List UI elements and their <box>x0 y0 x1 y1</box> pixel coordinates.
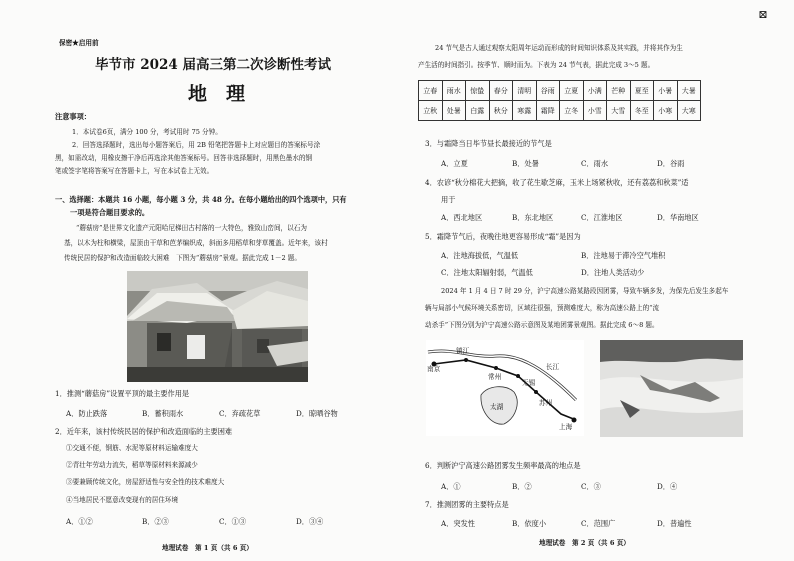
solar-term-cell: 芒种 <box>607 81 631 101</box>
map-label-shanghai: 上海 <box>559 423 573 431</box>
solar-term-cell: 处暑 <box>442 101 466 121</box>
q2-option-d[interactable]: D．③④ <box>296 517 324 526</box>
solar-term-cell: 大暑 <box>677 81 701 101</box>
intro-line: “蘑菇房”是世界文化遗产元阳哈尼梯田古村落的一大特色，雅致山峦间，以石为 <box>76 224 307 232</box>
solar-term-cell: 小满 <box>583 81 607 101</box>
notice-line: 笔或签字笔将答案写在答题卡上，写在本试卷上无效。 <box>55 167 214 175</box>
solar-term-cell: 小雪 <box>583 101 607 121</box>
solar-term-cell: 冬至 <box>630 101 654 121</box>
solar-term-cell: 清明 <box>513 81 537 101</box>
question-2: 2．近年来，该村传统民居的保护和改造面临的主要困难 <box>55 427 233 436</box>
solar-term-cell: 立秋 <box>419 101 443 121</box>
exam-title: 毕节市 2024 届高三第二次诊断性考试 <box>95 57 331 73</box>
question-1: 1．推测“蘑菇房”设置平顶的最主要作用是 <box>55 389 190 398</box>
map-label-nanjing: 南京 <box>427 365 441 373</box>
question-6: 6．判断沪宁高速公路团雾发生频率最高的地点是 <box>425 461 581 470</box>
terms-row <box>419 81 701 101</box>
question-5: 5．霜降节气后，夜晚往地更容易形成“霜”是因为 <box>425 232 581 241</box>
solar-term-cell: 雨水 <box>442 81 466 101</box>
terms-row <box>419 101 701 121</box>
question-7: 7．推测团雾的主要特点是 <box>425 500 509 509</box>
question-4-cont: 用于 <box>441 195 456 204</box>
notice-line: 1．本试卷6页，满分 100 分，考试用时 75 分钟。 <box>72 128 222 136</box>
page-footer: 地理试卷 第 1 页（共 6 页） <box>162 544 253 552</box>
q3-option-b[interactable]: B．处暑 <box>512 159 539 168</box>
section-heading: 一、选择题：本题共 16 小题，每小题 3 分，共 48 分。在每小题给出的四个选项中，只有 <box>55 195 347 204</box>
question-4: 4．农谚“秋分棉花大把摘，收了花生歇芝麻，玉米上场紧秋收，还有荔荔和秋菜”适 <box>425 178 689 187</box>
q1-option-c[interactable]: C．弃疏花草 <box>219 409 261 418</box>
intro-line: 传统民居的保护和改造面临较大困难 下图为“蘑菇房”景观。据此完成 1－2 题。 <box>64 254 301 262</box>
fog-landscape-photo <box>600 340 743 437</box>
solar-term-cell: 春分 <box>489 81 513 101</box>
q6-option-c[interactable]: C．③ <box>581 482 601 491</box>
solar-term-cell: 谷雨 <box>536 81 560 101</box>
map-label-zhenjiang: 镇江 <box>456 347 470 355</box>
q4-option-d[interactable]: D．华南地区 <box>657 213 699 222</box>
solar-term-cell: 小暑 <box>654 81 678 101</box>
q5-option-d[interactable]: D．注地人类活动少 <box>581 268 645 277</box>
solar-term-cell: 秋分 <box>489 101 513 121</box>
q6-option-d[interactable]: D．④ <box>657 482 678 491</box>
map-label-changzhou: 常州 <box>488 373 502 381</box>
q1-option-a[interactable]: A．防止跌落 <box>66 409 108 418</box>
solar-term-cell: 白露 <box>466 101 490 121</box>
map-label-taihu: 太湖 <box>490 403 504 411</box>
map-label-changjiang: 长江 <box>546 363 560 371</box>
q1-option-d[interactable]: D．晾晒谷物 <box>296 409 338 418</box>
q4-option-a[interactable]: A．西北地区 <box>441 213 483 222</box>
q3-option-d[interactable]: D．谷雨 <box>657 159 685 168</box>
q2-option-a[interactable]: A．①② <box>66 517 93 526</box>
q2-statement: ③要兼顾传统文化，房屋舒适性与安全性的技术难度大 <box>66 478 225 486</box>
q5-option-b[interactable]: B．注地易于滞冷空气堆积 <box>581 251 666 260</box>
intro-line: 24 节气是古人通过观察太阳周年运动而形成的时间知识体系及其实践，并将其作为生 <box>435 44 683 52</box>
secret-label: 保密★启用前 <box>59 39 99 47</box>
mushroom-house-photo <box>127 271 308 382</box>
q3-option-a[interactable]: A．立夏 <box>441 159 468 168</box>
q5-option-a[interactable]: A．注地海拔低，气温低 <box>441 251 519 260</box>
q1-option-b[interactable]: B．蓄积雨水 <box>142 409 184 418</box>
notice-line: 黑，如需改动，用橡皮擦干净后再选涂其他答案标号。回答非选择题时，用黑色墨水的钢 <box>55 154 313 162</box>
solar-terms-table <box>418 80 701 121</box>
solar-term-cell: 惊蛰 <box>466 81 490 101</box>
map-label-suzhou: 苏州 <box>539 399 553 407</box>
solar-term-cell: 寒露 <box>513 101 537 121</box>
q4-option-b[interactable]: B．东北地区 <box>512 213 554 222</box>
subject-title: 地 理 <box>188 83 246 105</box>
expressway-map <box>426 340 584 436</box>
intro-line: 动杀手”下图分别为沪宁高速公路示意图及某地团雾景观图。据此完成 6～8 题。 <box>425 321 659 329</box>
solar-term-cell: 霜降 <box>536 101 560 121</box>
intro-line: 辆与局部小气候环境关系密切，区域往很强，预测难度大，称为高速公路上的“流 <box>425 304 660 312</box>
q4-option-c[interactable]: C．江淮地区 <box>581 213 623 222</box>
solar-term-cell: 小寒 <box>654 101 678 121</box>
question-3: 3．与霜降当日毕节昼长最接近的节气是 <box>425 139 552 148</box>
q2-option-b[interactable]: B．②③ <box>142 517 169 526</box>
q7-option-d[interactable]: D．普遍性 <box>657 519 692 528</box>
solar-term-cell: 立冬 <box>560 101 584 121</box>
solar-term-cell: 立春 <box>419 81 443 101</box>
solar-term-cell: 大寒 <box>677 101 701 121</box>
intro-line: 产生活的时间指引。按季节、顺时而为。下表为 24 节气表，据此完成 3～5 题。 <box>418 61 655 69</box>
page-footer: 地理试卷 第 2 页（共 6 页） <box>539 539 630 547</box>
q6-option-b[interactable]: B．② <box>512 482 532 491</box>
corner-mark-icon: ⊠ <box>758 8 768 21</box>
q2-statement: ④当地居民不愿意改变现有的居住环境 <box>66 496 179 504</box>
map-label-wuxi: 无锡 <box>522 379 536 387</box>
page-2 <box>397 0 794 561</box>
section-heading: 一项是符合题目要求的。 <box>70 208 150 217</box>
notice-title: 注意事项： <box>55 112 91 121</box>
q2-statement: ②青壮年劳动力流失，稻草等原材料来源减少 <box>66 461 198 469</box>
q2-option-c[interactable]: C．①③ <box>219 517 247 526</box>
q6-option-a[interactable]: A．① <box>441 482 461 491</box>
notice-line: 2．回答选择题时，选出每小题答案后，用 2B 铅笔把答题卡上对应题目的答案标号涂 <box>72 141 321 149</box>
intro-line: 2024 年 1 月 4 日 7 时 29 分，沪宁高速公路某路段因团雾，导致车辆多发，为保先后发生多起车 <box>441 287 729 295</box>
solar-term-cell: 大雪 <box>607 101 631 121</box>
q7-option-b[interactable]: B．依度小 <box>512 519 547 528</box>
solar-term-cell: 夏至 <box>630 81 654 101</box>
solar-term-cell: 立夏 <box>560 81 584 101</box>
q2-statement: ①交通不便，钢筋、水泥等原材料运输难度大 <box>66 444 198 452</box>
q7-option-c[interactable]: C．范围广 <box>581 519 616 528</box>
intro-line: 基，以木为柱和横梁，屋顶由干草和芭茅编织成，斜面多用稻草和芽草覆盖。近年来，该村 <box>64 239 328 247</box>
q5-option-c[interactable]: C．注地太阳辐射弱，气温低 <box>441 268 533 277</box>
q3-option-c[interactable]: C．雨水 <box>581 159 609 168</box>
q7-option-a[interactable]: A．突发性 <box>441 519 475 528</box>
